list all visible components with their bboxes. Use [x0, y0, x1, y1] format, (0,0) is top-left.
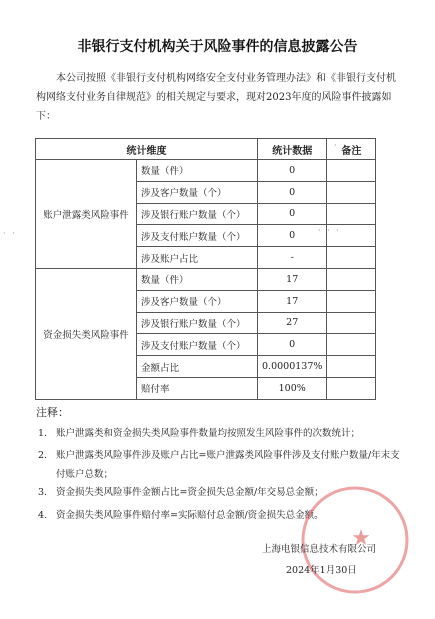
row-item: 涉及银行账户数量（个） — [137, 203, 258, 225]
group-name-fund-loss: 资金损失类风险事件 — [36, 268, 137, 399]
row-note — [327, 377, 376, 399]
company-name: 上海电银信息技术有限公司 — [262, 544, 377, 555]
note-text: 资金损失类风险事件赔付率=实际赔付总金额/资金损失总金额。 — [56, 510, 324, 521]
row-value: 0 — [258, 181, 327, 203]
row-item: 涉及客户数量（个） — [137, 181, 258, 203]
note-number: 2. — [38, 450, 48, 461]
row-note — [327, 356, 376, 378]
row-value: 27 — [258, 312, 327, 334]
scan-artifact: · · — [3, 229, 17, 238]
note-text: 账户泄露类和资金损失类风险事件数量均按照发生风险事件的次数统计； — [56, 428, 361, 439]
scan-artifact: · · · — [325, 141, 348, 150]
header-statistics: 统计数据 — [258, 139, 327, 160]
row-value: 0 — [258, 160, 327, 182]
row-item: 金额占比 — [137, 356, 258, 378]
note-item — [38, 424, 408, 443]
row-note — [327, 334, 376, 356]
row-note — [327, 268, 376, 290]
row-note — [327, 247, 376, 269]
table-row — [36, 268, 376, 290]
notes-heading: 注释： — [36, 406, 69, 419]
risk-event-table — [35, 138, 376, 400]
group-name-account-leak: 账户泄露类风险事件 — [36, 160, 137, 269]
note-number: 3. — [38, 487, 48, 498]
row-value: 100% — [258, 377, 327, 399]
row-value: - — [258, 247, 327, 269]
intro-paragraph: 本公司按照《非银行支付机构网络安全支付业务管理办法》和《非银行支付机构网络支付业务自律规范》的相关规定与要求，现对2023年度的风险事件披露如下： — [36, 73, 396, 122]
row-note — [327, 181, 376, 203]
row-note — [327, 312, 376, 334]
row-item: 涉及支付账户数量（个） — [137, 225, 258, 247]
note-text: 账户泄露类风险事件涉及账户占比=账户泄露类风险事件涉及支付账户数量/年末支付账户总数； — [56, 450, 400, 480]
row-item: 涉及支付账户数量（个） — [137, 334, 258, 356]
row-item: 涉及账户占比 — [137, 247, 258, 269]
row-item: 数量（件） — [137, 160, 258, 182]
note-text: 资金损失类风险事件金额占比=资金损失总金额/年交易总金额； — [56, 487, 324, 498]
header-remarks: 备注 — [327, 139, 376, 160]
row-item: 赔付率 — [137, 377, 258, 399]
note-number: 4. — [38, 510, 48, 521]
row-value: 17 — [258, 268, 327, 290]
row-value: 0 — [258, 334, 327, 356]
page-title: 非银行支付机构关于风险事件的信息披露公告 — [77, 39, 358, 55]
row-item: 涉及银行账户数量（个） — [137, 312, 258, 334]
announcement-date: 2024年1月30日 — [286, 565, 357, 576]
row-value: 0.0000137% — [258, 356, 327, 378]
row-item: 数量（件） — [137, 268, 258, 290]
row-item: 涉及客户数量（个） — [137, 290, 258, 312]
table-row — [36, 160, 376, 182]
row-note — [327, 203, 376, 225]
note-number: 1. — [38, 428, 48, 439]
header-dimension: 统计维度 — [36, 139, 258, 160]
row-note — [327, 160, 376, 182]
row-note — [327, 290, 376, 312]
row-value: 17 — [258, 290, 327, 312]
svg-text:★: ★ — [351, 526, 371, 551]
row-value: 0 — [258, 203, 327, 225]
scan-artifact: · · · — [318, 226, 341, 235]
row-value: 0 — [258, 225, 327, 247]
